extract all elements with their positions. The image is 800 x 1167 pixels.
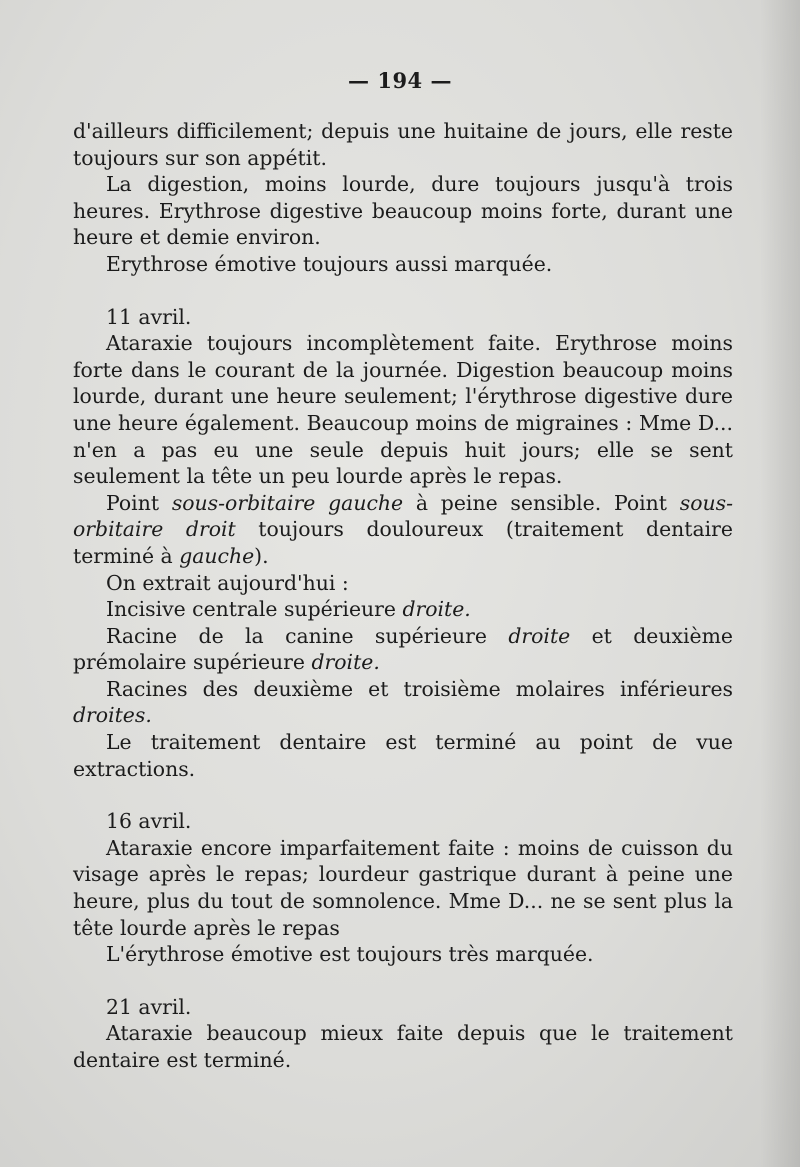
entry-date: 16 avril. bbox=[106, 809, 192, 834]
page-number: — 194 — bbox=[348, 68, 452, 93]
text-span: ). bbox=[254, 543, 269, 568]
italic-text: droite. bbox=[402, 597, 471, 622]
italic-text: sous-orbitaire droit bbox=[73, 490, 734, 542]
paragraph bbox=[73, 676, 733, 729]
entry-date: 21 avril. bbox=[106, 994, 192, 1019]
paragraph: Ataraxie beaucoup mieux faite depuis que le traitement dentaire est terminé. bbox=[73, 1021, 733, 1072]
text-span: Racine de la canine supérieure bbox=[106, 623, 509, 648]
italic-text: droite. bbox=[311, 650, 380, 675]
entry-date: 11 avril. bbox=[106, 304, 192, 329]
paragraph: La digestion, moins lourde, dure toujours jusqu'à trois heures. Erythrose digestive beaucoup moins forte, durant une heure et demie environ. bbox=[73, 172, 733, 250]
text-span: Incisive centrale supérieure bbox=[106, 597, 403, 622]
text-span: Racines des deuxième et troisième molaires inférieures bbox=[106, 676, 733, 701]
italic-text: gauche bbox=[179, 543, 255, 568]
paragraph: Ataraxie encore imparfaitement faite : moins de cuisson du visage après le repas; lourdeur gastrique durant à peine une heure, plus du tout de somnolence. Mme D... ne se sent plus la tête lourde après le repas bbox=[73, 835, 733, 940]
page-body bbox=[73, 118, 733, 1074]
paragraph bbox=[73, 596, 733, 623]
italic-text: droites. bbox=[73, 703, 152, 728]
text-span: à peine sensible. Point bbox=[403, 490, 680, 515]
paragraph: Ataraxie toujours incomplètement faite. Erythrose moins forte dans le courant de la journée. Digestion beaucoup moins lourde, durant une heure seulement; l'érythrose digestive dure une heure également. Beaucoup moins de migraines : Mme D... n'en a pas eu une seule depuis huit jours; elle se sent seulement la tête un peu lourde après le repas. bbox=[73, 331, 733, 489]
paragraph: Erythrose émotive toujours aussi marquée. bbox=[106, 251, 553, 276]
paragraph: On extrait aujourd'hui : bbox=[106, 570, 349, 595]
italic-text: droite bbox=[508, 623, 571, 648]
italic-text: sous-orbitaire gauche bbox=[171, 490, 404, 515]
paragraph bbox=[73, 623, 733, 676]
paragraph: d'ailleurs difficilement; depuis une huitaine de jours, elle reste toujours sur son appétit. bbox=[73, 119, 733, 170]
text-span: Point bbox=[106, 490, 172, 515]
text-span: toujours douloureux (traitement dentaire terminé à bbox=[73, 517, 733, 568]
paragraph: L'érythrose émotive est toujours très marquée. bbox=[106, 942, 594, 967]
paragraph: Le traitement dentaire est terminé au point de vue extractions. bbox=[73, 730, 733, 781]
text-span: et deuxième prémolaire supérieure bbox=[73, 623, 734, 675]
paragraph bbox=[73, 490, 733, 570]
